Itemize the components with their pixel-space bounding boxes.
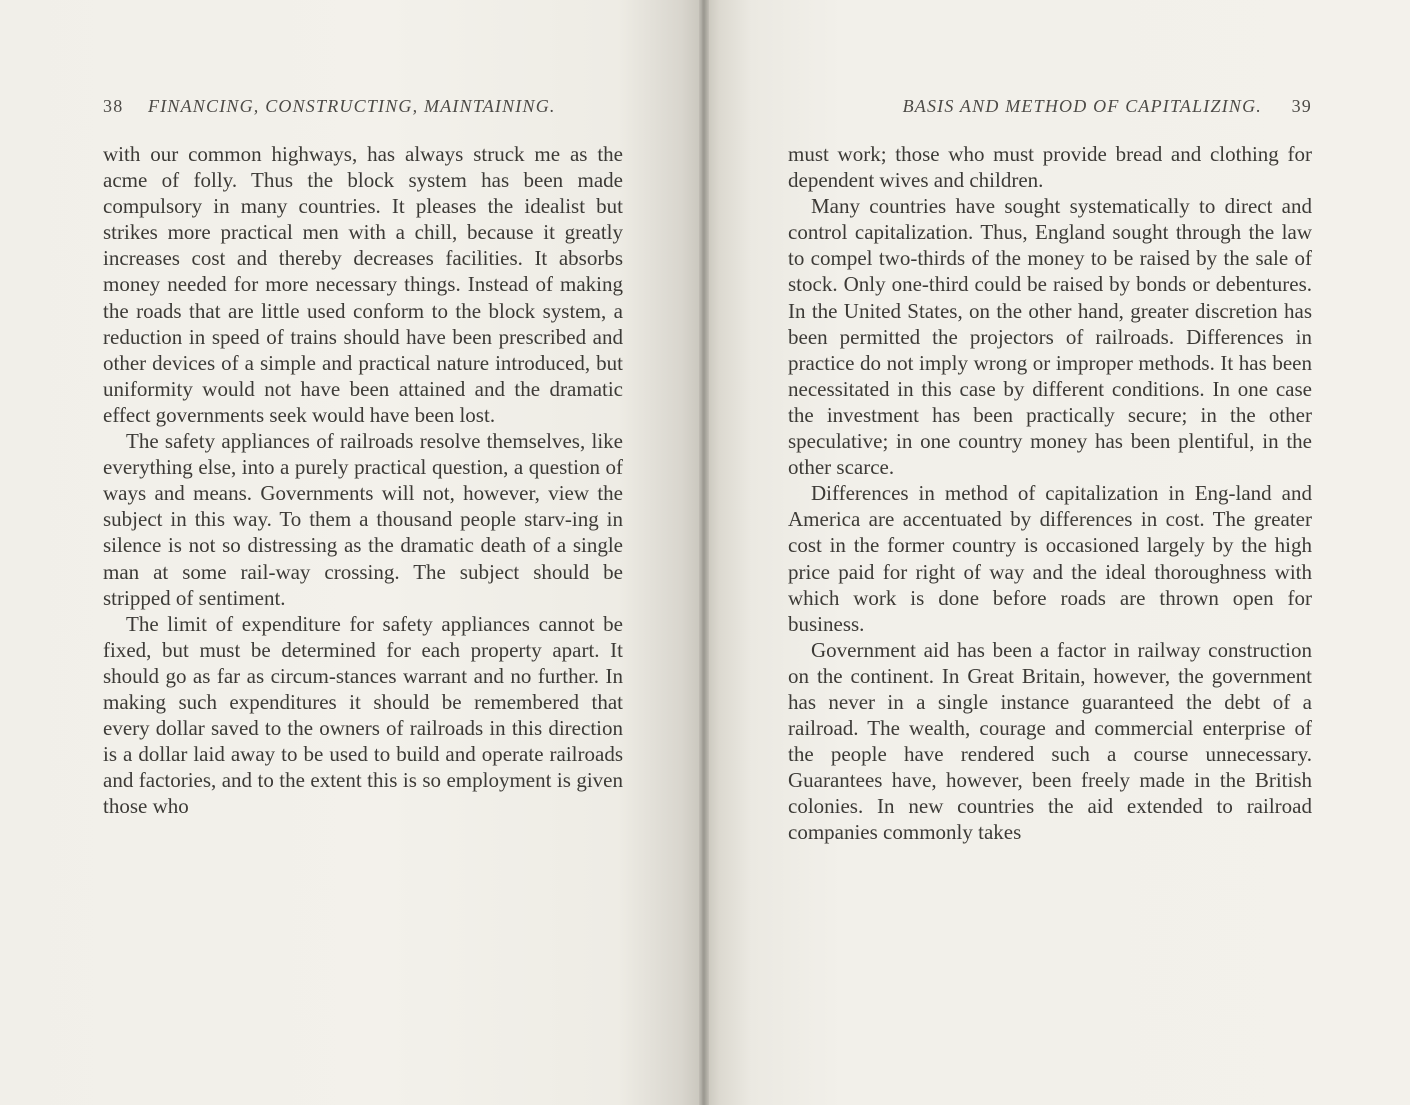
page-number: 39	[1291, 96, 1312, 116]
paragraph: Differences in method of capitalization in Eng-land and America are accentuated by differences in cost. The greater cost in the former country is occasioned largely by the high price paid for right of way and the ideal thoroughness with which work is done before roads are thrown open for business.	[788, 481, 1312, 636]
right-page-header	[852, 96, 1312, 124]
left-page-body	[103, 141, 623, 819]
paragraph: Many countries have sought systematically to direct and control capitalization. Thus, England sought through the law to compel two-thirds of the money to be raised by the sale of stock. Only one-third could be raised by bonds or debentures. In the United States, on the other hand, greater discretion has been permitted the projectors of railroads. Differences in practice do not imply wrong or improper methods. It has been necessitated in this case by different conditions. In one case the investment has been practically secure; in the other speculative; in one country money has been plentiful, in the other scarce.	[788, 194, 1312, 480]
paragraph: Government aid has been a factor in railway construction on the continent. In Great Britain, however, the government has never in a single instance guaranteed the debt of a railroad. The wealth, courage and commercial enterprise of the people have rendered such a course unnecessary. Guarantees have, however, been freely made in the British colonies. In new countries the aid extended to railroad companies commonly takes	[788, 637, 1312, 845]
left-page	[0, 0, 702, 1105]
page-number: 38	[103, 96, 124, 116]
paragraph: with our common highways, has always struck me as the acme of folly. Thus the block system has been made compulsory in many countries. It pleases the idealist but strikes more practical men with a chill, because it greatly increases cost and thereby decreases facilities. It absorbs money needed for more necessary things. Instead of making the roads that are little used conform to the block system, a reduction in speed of trains should have been prescribed and other devices of a simple and practical nature introduced, but uniformity would not have been attained and the dramatic effect governments seek would have been lost.	[103, 142, 623, 427]
right-page-body	[788, 141, 1312, 846]
running-head: FINANCING, CONSTRUCTING, MAINTAINING.	[148, 96, 556, 116]
paragraph: The safety appliances of railroads resolve themselves, like everything else, into a purely practical question, a question of ways and means. Governments will not, however, view the subject in this way. To them a thousand people starv-ing in silence is not so distressing as the dramatic death of a single man at some rail-way crossing. The subject should be stripped of sentiment.	[103, 429, 623, 610]
paragraph: must work; those who must provide bread and clothing for dependent wives and children.	[788, 142, 1312, 193]
right-page	[702, 0, 1410, 1105]
paragraph: The limit of expenditure for safety appliances cannot be fixed, but must be determined for each property apart. It should go as far as circum-stances warrant and no further. In making such expenditures it should be remembered that every dollar saved to the owners of railroads in this direction is a dollar laid away to be used to build and operate railroads and factories, and to the extent this is so employment is given those who	[103, 611, 623, 819]
book-gutter	[699, 0, 709, 1105]
running-head: BASIS AND METHOD OF CAPITALIZING.	[902, 96, 1262, 116]
left-page-header	[103, 96, 623, 124]
